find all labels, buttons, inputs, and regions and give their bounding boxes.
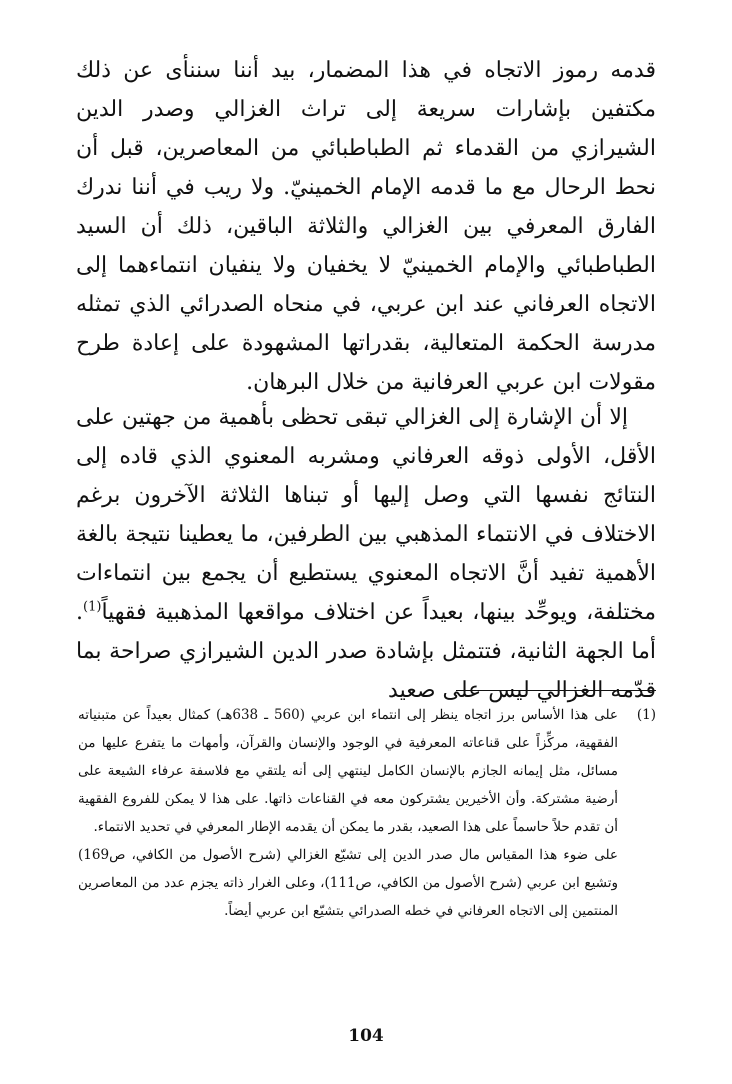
footnote-body <box>78 701 618 925</box>
footnote-reference: (1) <box>83 599 102 615</box>
body-paragraph-2 <box>76 398 656 710</box>
footnote-number: (1) <box>636 707 656 723</box>
footnote-text-2: على ضوء هذا المقياس مال صدر الدين إلى تشيّع الغزالي (شرح الأصول من الكافي، ص169) وتشيع ابن عربي (شرح الأصول من الكافي، ص111)، وعلى الغرار ذاته يجزم عدد من المعاصرين المنتمين إلى الاتجاه العرفاني في خطه الصدرائي بتشيّع ابن عربي أيضاً. <box>78 847 618 919</box>
footnote-entry <box>78 701 656 925</box>
footnote-separator <box>456 690 656 691</box>
footnote-text-1: على هذا الأساس برز اتجاه ينظر إلى انتماء ابن عربي (560 ـ 638هـ) كمثال بعيداً عن متبنياته الفقهية، مركِّزاً على قناعاته المعرفية في الوجود والإنسان والقرآن، وأمهات ما يتفرع عليها من مسائل، مثل إيمانه الجازم بالإنسان الكامل لينتهي إلى أنه يلتقي مع فلاسفة عرفاء الشيعة على أرضية مشتركة. وأن الأخيرين يشتركون معه في القناعات ذاتها. على هذا لا يمكن للفروع الفقهية أن تقدم حلاً حاسماً على هذا الصعيد، بقدر ما يمكن أن يقدمه الإطار المعرفي في تحديد الانتماء. <box>78 707 618 835</box>
body-paragraph-1 <box>76 51 656 402</box>
footnote <box>78 701 656 925</box>
body-paragraph-2-text-b: . أما الجهة الثانية، فتتمثل بإشادة صدر الدين الشيرازي صراحة بما قدّمه الغزالي ليس على صعيد <box>76 600 656 703</box>
page-number: 104 <box>348 1026 384 1046</box>
body-paragraph-2-text-a: إلا أن الإشارة إلى الغزالي تبقى تحظى بأهمية من جهتين على الأقل، الأولى ذوقه العرفاني ومشربه المعنوي الذي قاده إلى النتائج نفسها التي وصل إليها أو تبناها الثلاثة الآخرون برغم الاختلاف في الانتماء المذهبي بين الطرفين، ما يعطينا نتيجة بالغة الأهمية تفيد أنَّ الاتجاه المعنوي يستطيع أن يجمع بين انتماءات مختلفة، ويوحِّد بينها، بعيداً عن اختلاف مواقعها المذهبية فقهياً <box>76 405 656 625</box>
body-paragraph-1-text: قدمه رموز الاتجاه في هذا المضمار، بيد أننا سننأى عن ذلك مكتفين بإشارات سريعة إلى تراث الغزالي وصدر الدين الشيرازي من القدماء ثم الطباطبائي من المعاصرين، قبل أن نحط الرحال مع ما قدمه الإمام الخمينيّ. ولا ريب في أننا ندرك الفارق المعرفي بين الغزالي والثلاثة الباقين، ذلك أن السيد الطباطبائي والإمام الخمينيّ لا يخفيان ولا ينفيان انتماءهما إلى الاتجاه العرفاني عند ابن عربي، في منحاه الصدرائي الذي تمثله مدرسة الحكمة المتعالية، بقدراتها المشهودة على إعادة طرح مقولات ابن عربي العرفانية من خلال البرهان. <box>76 58 656 395</box>
